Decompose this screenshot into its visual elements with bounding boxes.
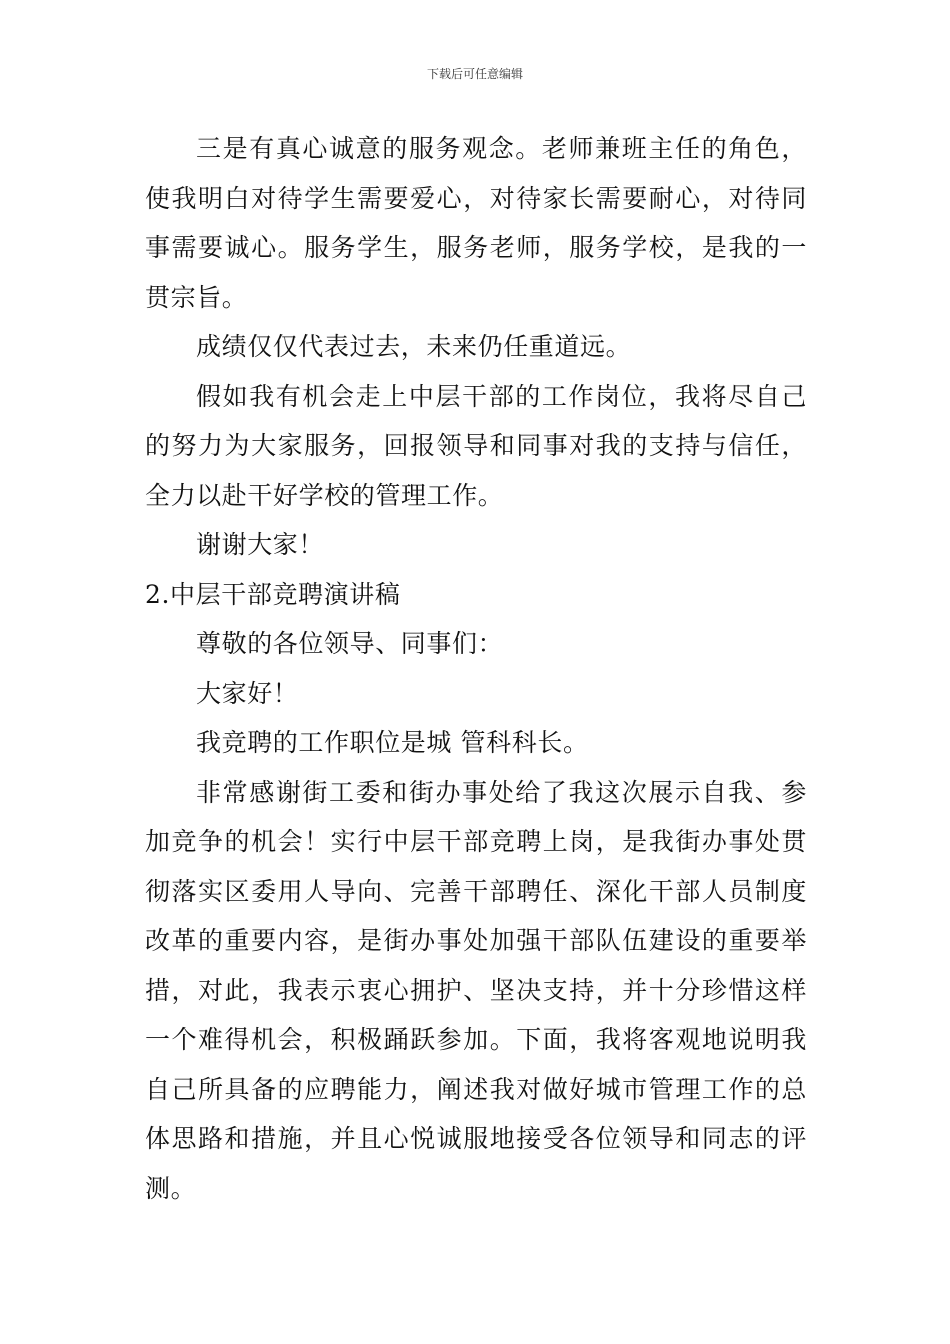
- paragraph-service-attitude: 三是有真心诚意的服务观念。老师兼班主任的角色，使我明白对待学生需要爱心，对待家长需要耐心，对待同事需要诚心。服务学生，服务老师，服务学校，是我的一贯宗旨。: [145, 134, 807, 312]
- paragraph-salutation: 尊敬的各位领导、同事们：: [196, 629, 504, 658]
- section-heading: 2.中层干部竞聘演讲稿: [145, 579, 401, 609]
- paragraph-introduction: 非常感谢街工委和街办事处给了我这次展示自我、参加竞争的机会！实行中层干部竞聘上岗，是我街办事处贯彻落实区委用人导向、完善干部聘任、深化干部人员制度改革的重要内容，是街办事处加强干部队伍建设的重要举措，对此，我表示衷心拥护、坚决支持，并十分珍惜这样一个难得机会，积极踊跃参加。下面，我将客观地说明我自己所具备的应聘能力，阐述我对做好城市管理工作的总体思路和措施，并且心悦诚服地接受各位领导和同志的评测。: [145, 777, 807, 1203]
- paragraph-achievements: 成绩仅仅代表过去，未来仍任重道远。: [196, 332, 632, 361]
- paragraph-thanks: 谢谢大家！: [196, 530, 325, 559]
- paragraph-greeting: 大家好！: [196, 678, 299, 708]
- document-body: [145, 124, 807, 1213]
- paragraph-commitment: 假如我有机会走上中层干部的工作岗位，我将尽自己的努力为大家服务，回报领导和同事对我的支持与信任，全力以赴干好学校的管理工作。: [145, 381, 807, 510]
- paragraph-position: 我竞聘的工作职位是城 管科科长。: [196, 728, 589, 757]
- page-header-note: 下载后可任意编辑: [426, 67, 523, 81]
